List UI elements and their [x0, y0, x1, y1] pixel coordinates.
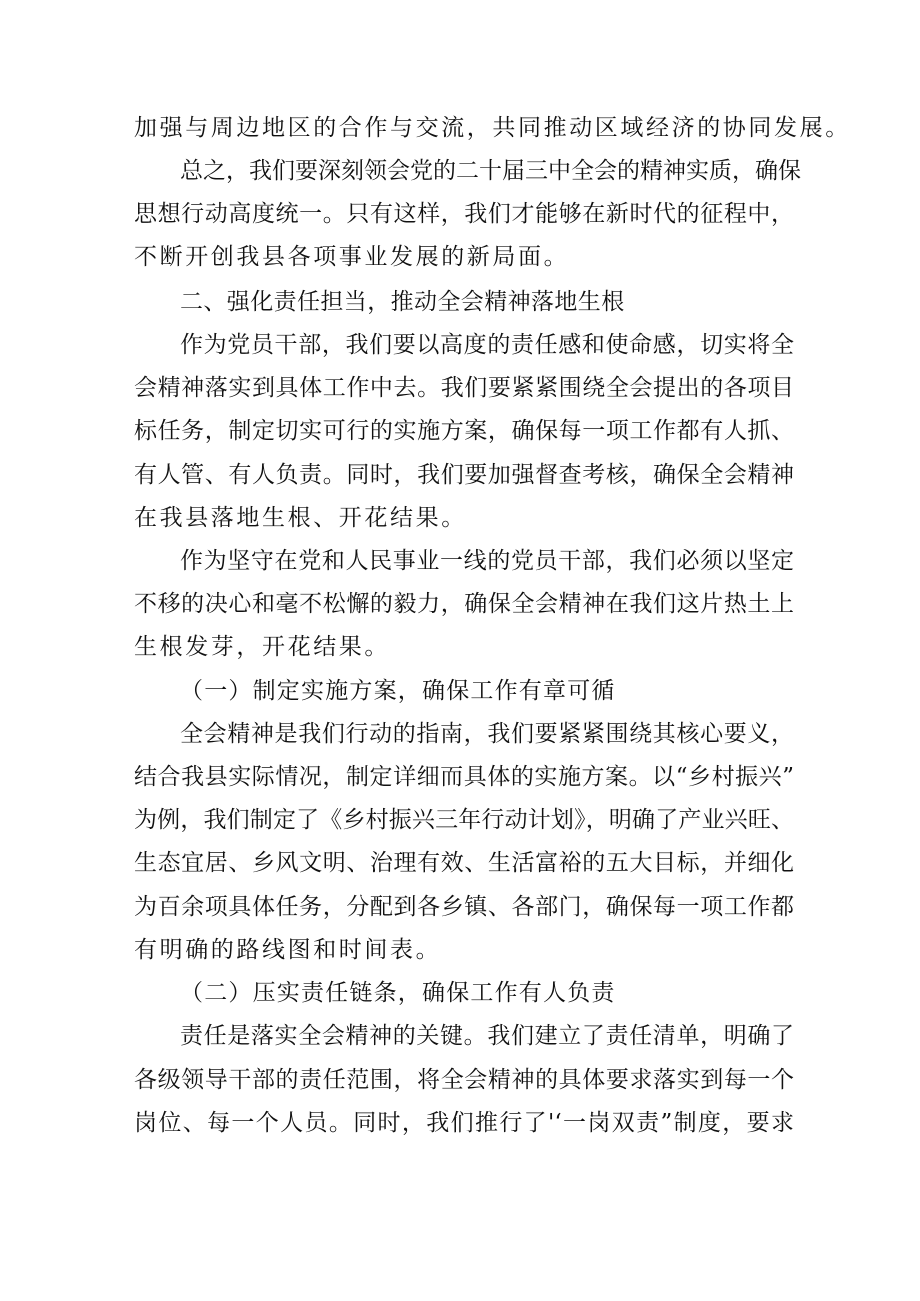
text-line: 会精神落实到具体工作中去。我们要紧紧围绕全会提出的各项目	[134, 375, 794, 401]
text-line: 有人管、有人负责。同时，我们要加强督查考核，确保全会精神	[134, 462, 794, 488]
text-line: 为例，我们制定了《乡村振兴三年行动计划》，明确了产业兴旺、	[134, 807, 794, 833]
text-line: 全会精神是我们行动的指南，我们要紧紧围绕其核心要义，	[180, 721, 794, 747]
text-line: 生态宜居、乡风文明、治理有效、生活富裕的五大目标，并细化	[134, 850, 794, 876]
text-line: 标任务，制定切实可行的实施方案，确保每一项工作都有人抓、	[134, 418, 794, 444]
text-line: 为百余项具体任务，分配到各乡镇、各部门，确保每一项工作都	[134, 894, 794, 920]
text-line: 不断开创我县各项事业发展的新局面。	[134, 244, 570, 270]
text-line: 不移的决心和毫不松懈的毅力，确保全会精神在我们这片热土上	[134, 591, 794, 617]
text-line: 在我县落地生根、开花结果。	[134, 505, 467, 531]
text-line: 结合我县实际情况，制定详细而具体的实施方案。以“乡村振兴”	[134, 764, 794, 790]
text-line: 总之，我们要深刻领会党的二十届三中全会的精神实质，确保	[180, 158, 801, 184]
section-heading: 二、强化责任担当，推动全会精神落地生根	[180, 289, 625, 315]
text-line: 生根发芽，开花结果。	[134, 634, 390, 660]
text-line: 有明确的路线图和时间表。	[134, 937, 442, 963]
text-line: 责任是落实全会精神的关键。我们建立了责任清单，明确了	[180, 1023, 794, 1049]
subsection-heading: （一）制定实施方案，确保工作有章可循	[180, 678, 616, 704]
text-line: 加强与周边地区的合作与交流，共同推动区域经济的协同发展。	[134, 115, 851, 141]
text-line: 思想行动高度统一。只有这样，我们才能够在新时代的征程中，	[134, 201, 794, 227]
text-line: 作为坚守在党和人民事业一线的党员干部，我们必须以坚定	[180, 548, 794, 574]
subsection-heading: （二）压实责任链条，确保工作有人负责	[180, 980, 616, 1006]
text-line: 各级领导干部的责任范围，将全会精神的具体要求落实到每一个	[134, 1067, 794, 1093]
text-line: 岗位、每一个人员。同时，我们推行了'‘一岗双责”制度，要求	[134, 1110, 794, 1136]
text-line: 作为党员干部，我们要以高度的责任感和使命感，切实将全	[180, 332, 794, 358]
